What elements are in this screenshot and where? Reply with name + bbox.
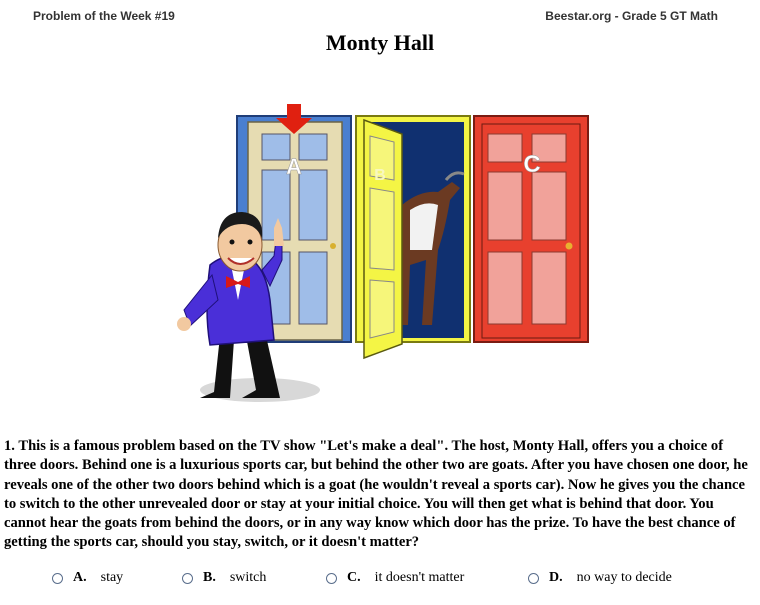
monty-hall-illustration <box>170 100 600 410</box>
choice-a-letter: A. <box>73 570 87 585</box>
door-c <box>474 116 588 342</box>
choice-b-letter: B. <box>203 570 216 585</box>
answer-choices <box>0 570 760 592</box>
door-a-label: A <box>286 154 302 179</box>
choice-d-letter: D. <box>549 570 563 585</box>
door-c-label: C <box>523 151 541 178</box>
choice-a-radio[interactable] <box>52 573 63 584</box>
choice-a[interactable] <box>52 570 123 586</box>
door-b <box>356 116 470 358</box>
choice-d-radio[interactable] <box>528 573 539 584</box>
choice-a-text: stay <box>100 570 124 585</box>
choice-b-text: switch <box>229 570 267 585</box>
question-text: 1. This is a famous problem based on the TV show "Let's make a deal". The host, Monty Hall, offers you a choice of three doors. Behind one is a luxurious sports car, but behind the other two are goats. After you have chosen one door, he reveals one of the other two doors behind which is a goat (he wouldn't reveal a sports car). Now he gives you the chance to switch to the other unrevealed door or stay at your initial choice. You will then get what is behind that door. You cannot hear the goats from behind the doors, or in any way know which door has the prize. To have the best chance of getting the sports car, should you stay, switch, or it doesn't matter? <box>4 438 748 551</box>
choice-c[interactable] <box>326 570 464 586</box>
choice-b[interactable] <box>182 570 266 586</box>
page-title: Monty Hall <box>325 30 435 55</box>
header-site-name: Beestar.org - Grade 5 GT Math <box>545 9 718 23</box>
door-b-label: B <box>374 167 386 184</box>
choice-c-letter: C. <box>347 570 361 585</box>
choice-c-radio[interactable] <box>326 573 337 584</box>
choice-d-text: no way to decide <box>576 570 672 585</box>
header-problem-number: Problem of the Week #19 <box>33 9 175 23</box>
choice-d[interactable] <box>528 570 672 586</box>
choice-c-text: it doesn't matter <box>374 570 465 585</box>
choice-b-radio[interactable] <box>182 573 193 584</box>
